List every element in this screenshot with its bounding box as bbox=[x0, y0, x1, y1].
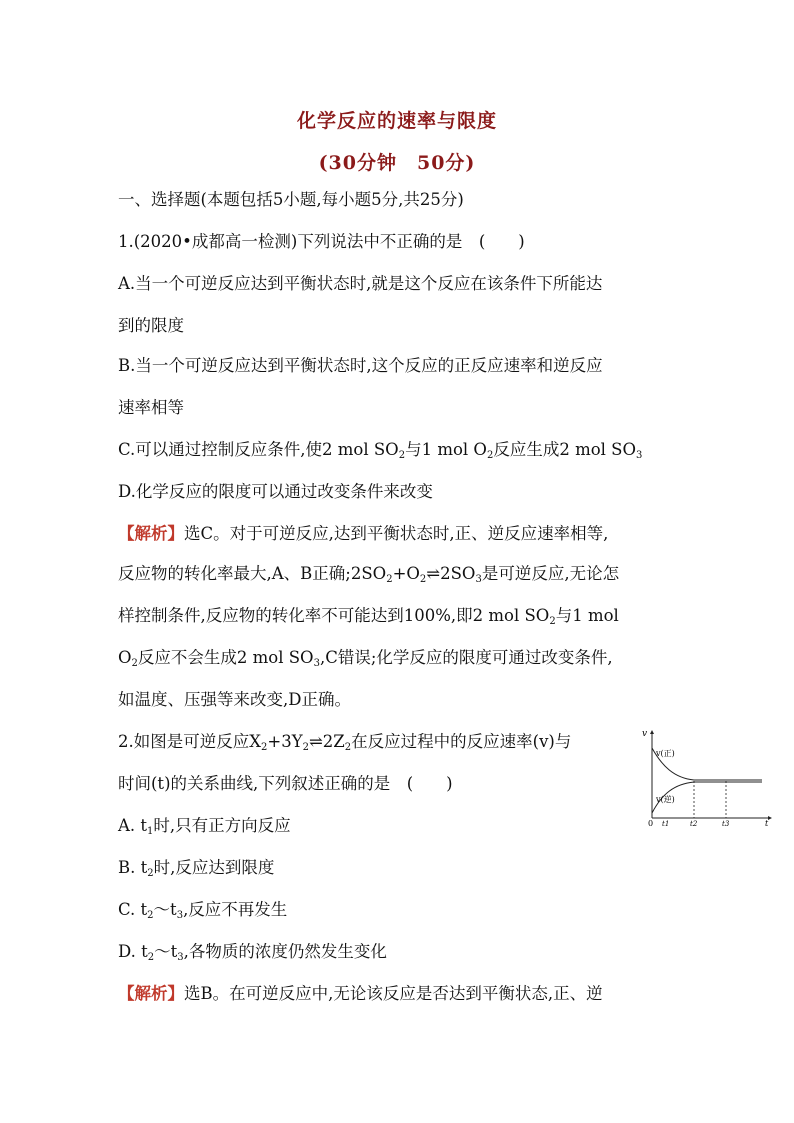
section-heading: 一、选择题(本题包括5小题,每小题5分,共25分) bbox=[118, 190, 464, 209]
tick-label-t1: t1 bbox=[662, 820, 670, 828]
page-subtitle: (30分钟 50分) bbox=[318, 152, 476, 174]
q1-option-a-cont: 到的限度 bbox=[118, 316, 184, 335]
analysis-tag: 【解析】 bbox=[118, 984, 184, 1003]
q1-analysis-line-4: $O_2$反应不会生成2 mol $SO_3,C$错误;化学反应的限度可通过改变条件, bbox=[118, 648, 613, 669]
q1-option-d: D.化学反应的限度可以通过改变条件来改变 bbox=[118, 482, 433, 501]
y-axis-label: v bbox=[642, 729, 648, 739]
q1-option-b: B.当一个可逆反应达到平衡状态时,这个反应的正反应速率和逆反应 bbox=[118, 356, 603, 375]
q1-analysis-line-1: 【解析】选C。对于可逆反应,达到平衡状态时,正、逆反应速率相等, bbox=[118, 524, 609, 543]
tick-label-t3: t3 bbox=[722, 820, 730, 828]
q2-option-d: D. $t_2\sim t_3$,各物质的浓度仍然发生变化 bbox=[118, 942, 387, 963]
tick-label-t2: t2 bbox=[690, 820, 698, 828]
q1-analysis-line-2: 反应物的转化率最大,A、B正确$;2SO_2+O_2\rightleftharpoons 2SO_3$是可逆反应,无论怎 bbox=[118, 564, 620, 585]
analysis-tag: 【解析】 bbox=[118, 524, 184, 543]
reversible-arrow-icon: ⇌ bbox=[426, 564, 441, 583]
q2-analysis-line-1: 【解析】选B。在可逆反应中,无论该反应是否达到平衡状态,正、逆 bbox=[118, 984, 603, 1003]
reverse-rate-label: v(逆) bbox=[656, 795, 675, 804]
q2-option-a: A. $t_1$时,只有正方向反应 bbox=[118, 816, 291, 837]
x-axis-label: t bbox=[765, 819, 769, 828]
q1-option-b-cont: 速率相等 bbox=[118, 398, 184, 417]
forward-rate-label: v(正) bbox=[656, 749, 675, 758]
q2-option-c: C. $t_2\sim t_3$,反应不再发生 bbox=[118, 900, 288, 921]
rate-time-figure bbox=[640, 728, 775, 828]
q1-stem: 1.(2020•成都高一检测)下列说法中不正确的是 ( ) bbox=[118, 232, 525, 251]
q1-analysis-line-3: 样控制条件,反应物的转化率不可能达到100%,即2 mol $SO_2$与1 mol bbox=[118, 606, 619, 627]
page-title: 化学反应的速率与限度 bbox=[296, 110, 497, 132]
q2-option-b: B. $t_2$时,反应达到限度 bbox=[118, 858, 275, 879]
q2-stem-cont: 时间(t)的关系曲线,下列叙述正确的是 ( ) bbox=[118, 774, 453, 793]
q2-stem: 2.如图是可逆反应$X_2+3Y_2\rightleftharpoons 2Z_2$在反应过程中的反应速率(v)与 bbox=[118, 732, 572, 753]
x-axis-arrow-icon bbox=[768, 816, 772, 820]
q1-option-c: C.可以通过控制反应条件,使2 mol $SO_2$与1 mol $O_2$反应生成2 mol $SO_3$ bbox=[118, 440, 643, 461]
reversible-arrow-icon: ⇌ bbox=[308, 732, 323, 751]
y-axis-arrow-icon bbox=[650, 730, 654, 734]
q1-option-a: A.当一个可逆反应达到平衡状态时,就是这个反应在该条件下所能达 bbox=[118, 274, 603, 293]
q1-analysis-line-5: 如温度、压强等来改变,D正确。 bbox=[118, 690, 351, 709]
origin-label: 0 bbox=[648, 819, 654, 828]
